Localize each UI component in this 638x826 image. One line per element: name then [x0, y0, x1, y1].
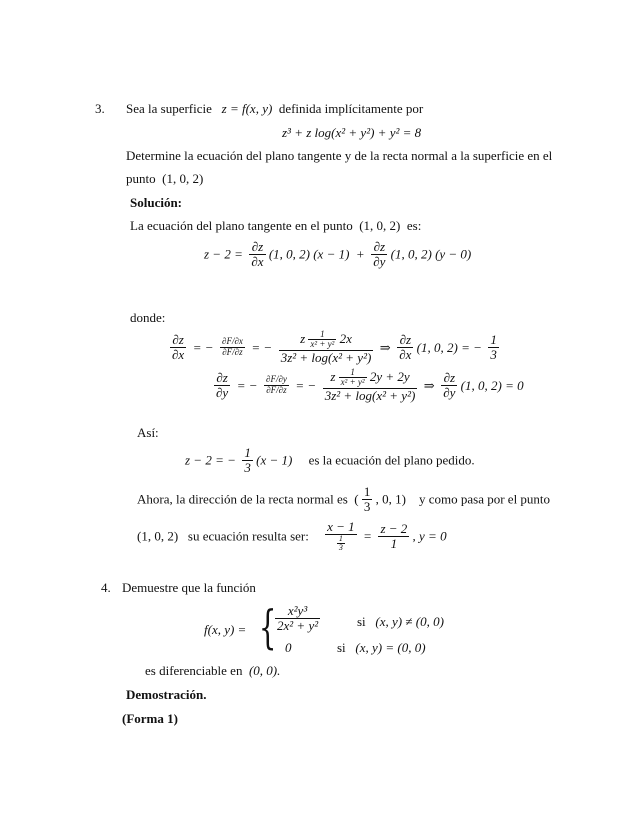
normal-line-text: su ecuación resulta ser: [187, 528, 309, 544]
si-label-1: si [357, 614, 366, 629]
task-point: (1, 0, 2) [162, 171, 204, 186]
implicit-equation: z³ + z log(x² + y²) + y² = 8 [282, 125, 422, 140]
asi-label: Así: [137, 425, 159, 440]
surface-expression: z = f(x, y) [221, 101, 273, 116]
si-label-2: si [337, 640, 346, 655]
conclusion-text: es diferenciable en [145, 663, 243, 678]
piecewise-case-1-condition [357, 615, 444, 628]
problem-4-intro: Demuestre que la función [122, 580, 256, 595]
partial-y-derivation: $\frac{\partial z}{\partial y}$ = − $\frac{\partial F/\partial y}{\partial F/\partial z}$ = − z $\frac{1}{\text{x² + y²}}$ 2y + 2y 3z² + log(x² + y²) ⇒ $\frac{\partial z}{\partial y}$ (1, 0, 2) = 0 [216, 367, 524, 403]
piecewise-case-2-value: 0 [285, 640, 292, 655]
normal-direction-vector-tail: , 0, 1) [375, 491, 406, 507]
condition-1: (x, y) ≠ (0, 0) [375, 614, 444, 629]
normal-line-point: (1, 0, 2) [137, 528, 179, 544]
tangent-plane-formula: z − 2 = $\frac{\partial z}{\partial x}$ (1, 0, 2) (x − 1) + $\frac{\partial z}{\partial y}$ (1, 0, 2) (y − 0) [204, 239, 472, 269]
proof-label: Demostración. [126, 687, 207, 702]
tangent-plane-result: z − 2 = − $\frac{1}{3}$ (x − 1) es la ecuación del plano pedido. [185, 445, 475, 475]
plane-intro-point: (1, 0, 2) [359, 218, 401, 233]
donde-label: donde: [130, 310, 166, 325]
differentiable-statement [145, 664, 280, 677]
normal-direction-end: y como pasa por el punto [418, 491, 551, 507]
problem-3-statement [126, 102, 423, 115]
piecewise-lhs: f(x, y) = [204, 622, 247, 637]
partial-x-derivation: $\frac{\partial z}{\partial x}$ = − $\frac{\partial F/\partial x}{\partial F/\partial z}$ = − z $\frac{1}{\text{x² + y²}}$ 2x 3z² + log(x² + y²) ⇒ $\frac{\partial z}{\partial x}$ (1, 0, 2) = − $\frac{1}{3}$ [172, 329, 497, 365]
form-label: (Forma 1) [122, 711, 178, 726]
piecewise-case-1-value: $\frac{\text{x²y³}}{\text{2x² + y²}}$ [277, 603, 319, 633]
piecewise-case-2-condition [337, 641, 426, 654]
task-line-2 [126, 172, 203, 185]
task-point-prefix: punto [126, 171, 156, 186]
statement-intro-end: definida implícitamente por [278, 101, 424, 116]
problem-3-number: 3. [95, 101, 105, 116]
plane-intro [130, 219, 421, 232]
problem-4-number: 4. [101, 580, 111, 595]
plane-intro-text: La ecuación del plano tangente en el punto [130, 218, 353, 233]
solution-label: Solución: [130, 195, 183, 210]
task-line-1: Determine la ecuación del plano tangente y de la recta normal a la superficie en el [126, 148, 553, 163]
statement-intro: Sea la superficie [126, 101, 212, 116]
piecewise-brace: { [258, 600, 277, 654]
plane-result-text: es la ecuación del plano pedido. [308, 452, 475, 468]
normal-direction-line: Ahora, la dirección de la recta normal es ( $\frac{1}{3}$ , 0, 1) y como pasa por el punto [137, 484, 551, 514]
normal-line-equation: (1, 0, 2) su ecuación resulta ser: $\frac{x - 1}{\frac{1}{3}}$ = $\frac{z - 2}{1}$ , y = 0 [137, 519, 447, 553]
conclusion-point: (0, 0). [248, 663, 281, 678]
normal-direction-text: Ahora, la dirección de la recta normal es [137, 491, 348, 507]
plane-intro-end: es: [406, 218, 422, 233]
condition-2: (x, y) = (0, 0) [355, 640, 426, 655]
